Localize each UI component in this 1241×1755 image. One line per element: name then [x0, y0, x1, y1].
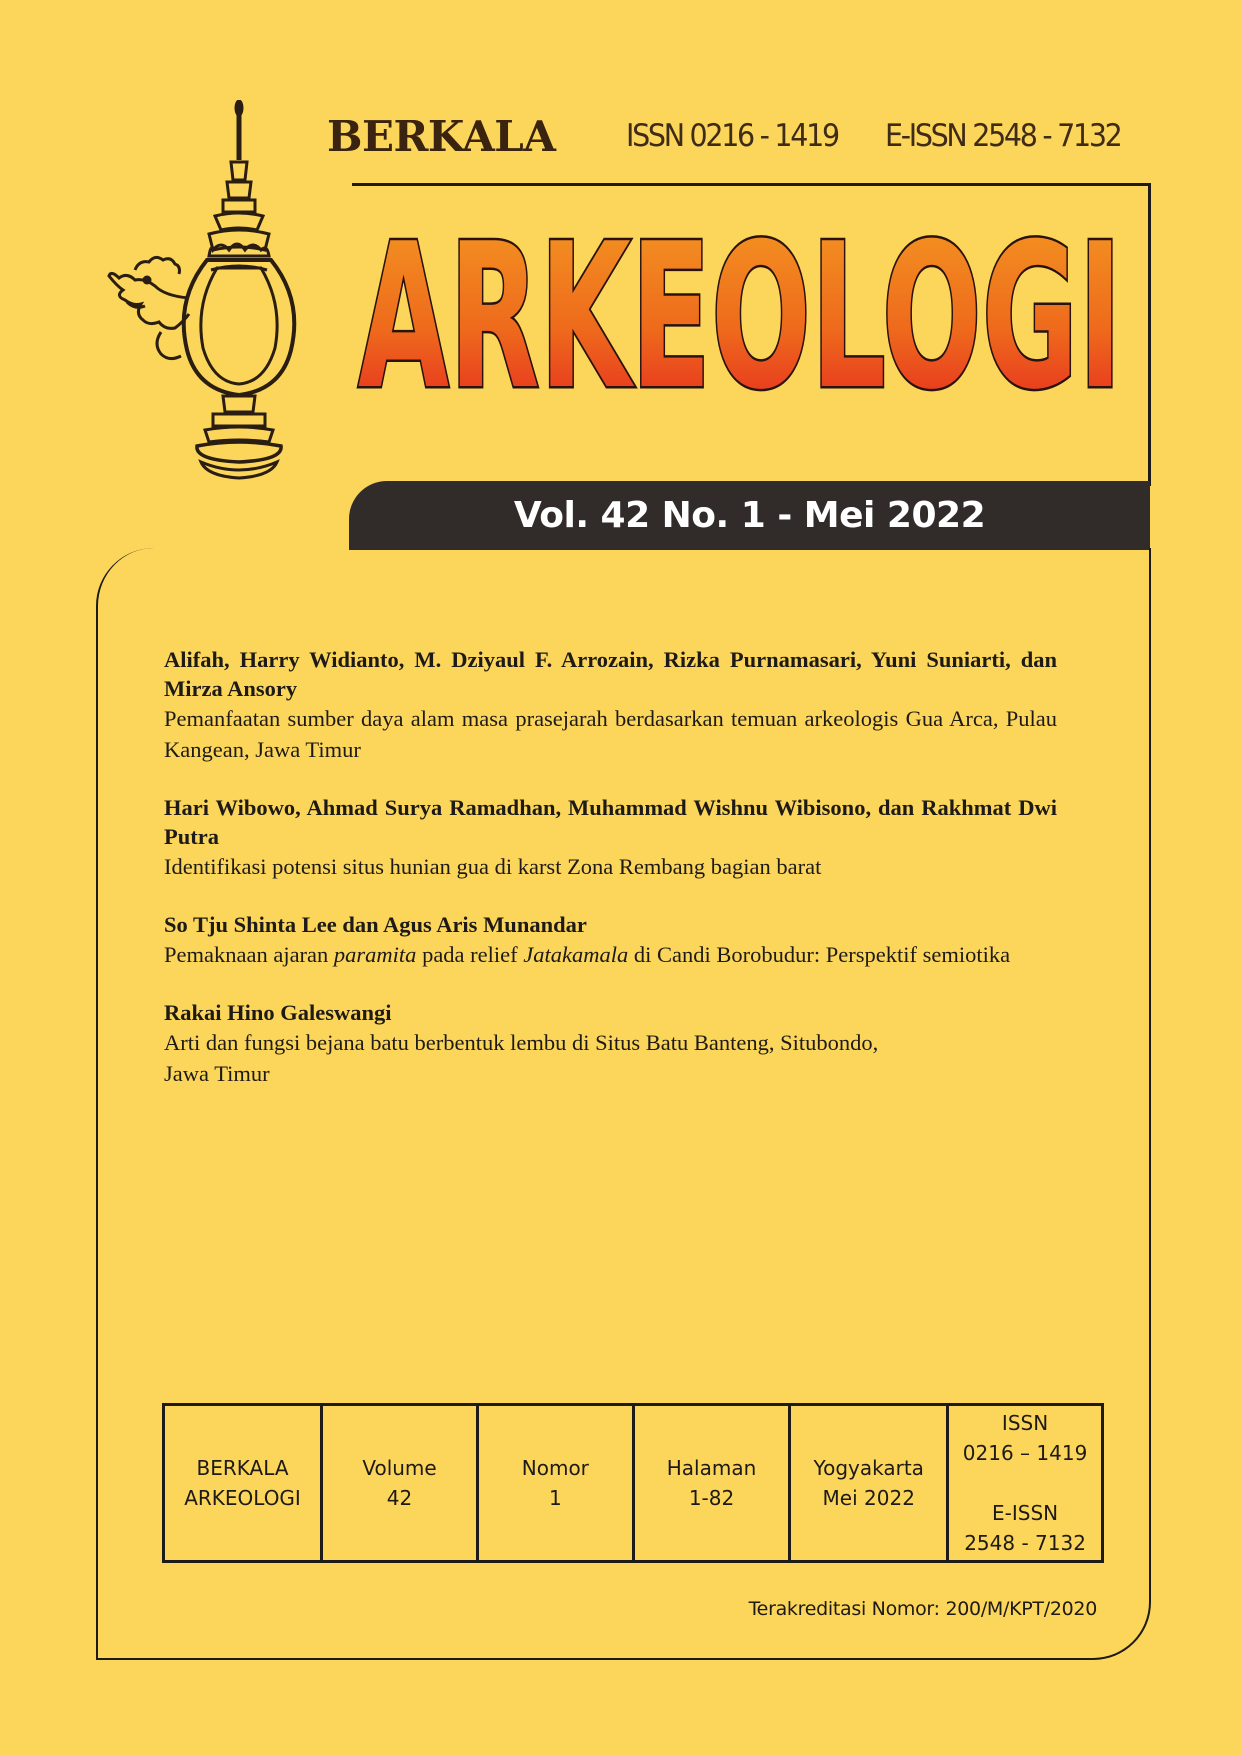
title-part: pada relief — [416, 942, 524, 967]
title-part-italic: Jatakamala — [523, 942, 629, 967]
title-part: Pemaknaan ajaran — [164, 942, 334, 967]
info-text: 1 — [548, 1486, 562, 1510]
title-line: Arti dan fungsi bejana batu berbentuk lembu di Situs Batu Banteng, Situbondo, — [164, 1030, 879, 1055]
issn-label: ISSN 0216 - 1419 — [626, 118, 838, 154]
kendi-vessel-icon — [105, 100, 305, 490]
info-text: ARKEOLOGI — [184, 1486, 301, 1510]
info-text: ISSN — [1001, 1411, 1049, 1435]
article-entry — [164, 998, 1057, 1089]
table-of-contents — [164, 645, 1057, 1117]
info-text: Volume — [362, 1456, 437, 1480]
article-authors: Rakai Hino Galeswangi — [164, 1000, 392, 1025]
info-text: 42 — [386, 1486, 413, 1510]
info-text: BERKALA — [196, 1456, 289, 1480]
info-text: Mei 2022 — [822, 1486, 915, 1510]
title-line: Jawa Timur — [164, 1061, 270, 1086]
article-title — [164, 939, 1057, 970]
article-entry — [164, 793, 1057, 882]
info-cell-issn — [948, 1405, 1103, 1562]
info-text: Halaman — [666, 1456, 757, 1480]
article-title — [164, 1027, 1057, 1089]
article-entry — [164, 645, 1057, 765]
article-authors: So Tju Shinta Lee dan Agus Aris Munandar — [164, 912, 587, 937]
info-text: Nomor — [521, 1456, 589, 1480]
article-entry — [164, 910, 1057, 970]
info-cell-volume — [322, 1405, 478, 1562]
article-authors: Alifah, Harry Widianto, M. Dziyaul F. Arrozain, Rizka Purnamasari, Yuni Suniarti, dan Mirza Ansory — [164, 647, 1057, 701]
journal-title-text: ARKEOLOGI — [358, 201, 1122, 400]
eissn-label: E-ISSN 2548 - 7132 — [885, 118, 1121, 154]
title-part: di Candi Borobudur: Perspektif semiotika — [628, 942, 1011, 967]
journal-series-label: BERKALA — [327, 112, 556, 161]
volume-issue-label: Vol. 42 No. 1 - Mei 2022 — [513, 495, 986, 536]
info-text: 0216 – 1419 — [962, 1441, 1088, 1465]
title-part-italic: paramita — [333, 942, 417, 967]
article-title: Identifikasi potensi situs hunian gua di karst Zona Rembang bagian barat — [164, 854, 822, 879]
info-text: Yogyakarta — [813, 1456, 924, 1480]
info-cell-journal — [164, 1405, 322, 1562]
journal-info-table — [162, 1403, 1104, 1563]
info-text: 1-82 — [688, 1486, 735, 1510]
info-cell-pages — [633, 1405, 790, 1562]
info-text: 2548 - 7132 — [964, 1531, 1086, 1555]
info-cell-number — [478, 1405, 634, 1562]
info-text: E-ISSN — [992, 1501, 1059, 1525]
journal-title — [352, 200, 1132, 400]
article-title: Pemanfaatan sumber daya alam masa prasejarah berdasarkan temuan arkeologis Gua Arca, Pulau Kangean, Jawa Timur — [164, 706, 1057, 762]
accreditation-note: Terakreditasi Nomor: 200/M/KPT/2020 — [748, 1598, 1097, 1620]
article-authors: Hari Wibowo, Ahmad Surya Ramadhan, Muhammad Wishnu Wibisono, dan Rakhmat Dwi Putra — [164, 795, 1057, 849]
info-cell-place-date — [790, 1405, 948, 1562]
